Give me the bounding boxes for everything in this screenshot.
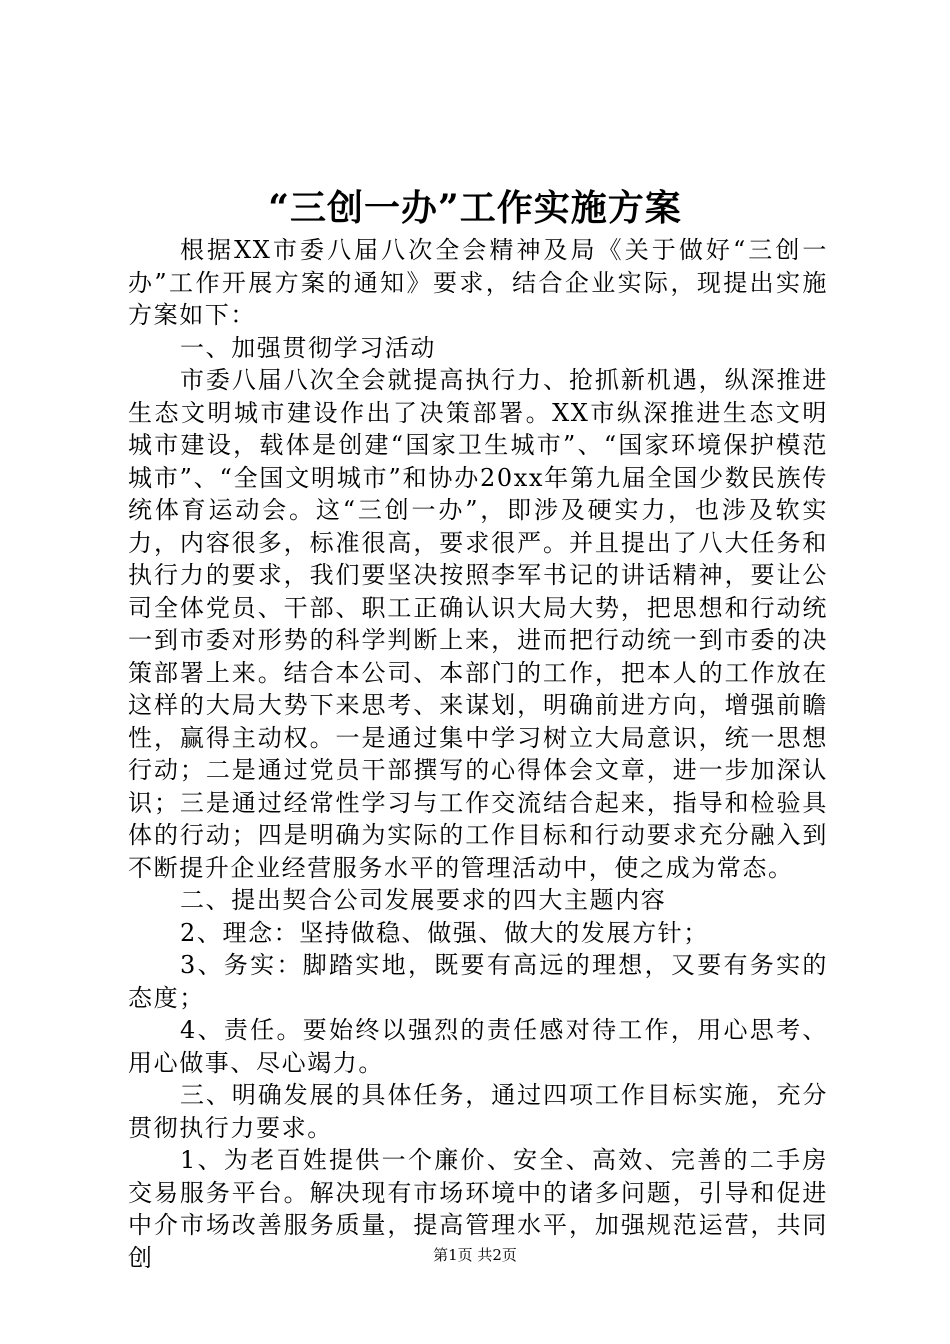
section-heading-1: 一、加强贯彻学习活动 [180,333,436,362]
section-heading-2: 二、提出契合公司发展要求的四大主题内容 [180,886,667,914]
document-body [128,234,828,1274]
document-title: “三创一办”工作实施方案 [268,187,682,229]
list-item-3: 3、务实：脚踏实地，既要有高远的理想，又要有务实的态度； [128,951,828,1012]
paragraph-section-1: 市委八届八次全会就提高执行力、抢抓新机遇，纵深推进生态文明城市建设作出了决策部署。XX市纵深推进生态文明城市建设，载体是创建“国家卫生城市”、“国家环境保护模范城市”、“全国文明城市”和协办20xx年第九届全国少数民族传统体育运动会。这“三创一办”，即涉及硬实力，也涉及软实力，内容很多，标准很高，要求很严。并且提出了八大任务和执行力的要求，我们要坚决按照李军书记的讲话精神，要让公司全体党员、干部、职工正确认识大局大势，把思想和行动统一到市委对形势的科学判断上来，进而把行动统一到市委的决策部署上来。结合本公司、本部门的工作，把本人的工作放在这样的大局大势下来思考、来谋划，明确前进方向，增强前瞻性，赢得主动权。一是通过集中学习树立大局意识，统一思想行动；二是通过党员干部撰写的心得体会文章，进一步加深认识；三是通过经常性学习与工作交流结合起来，指导和检验具体的行动；四是明确为实际的工作目标和行动要求充分融入到不断提升企业经营服务水平的管理活动中，使之成为常态。 [128,366,828,882]
list-item-4: 4、责任。要始终以强烈的责任感对待工作，用心思考、用心做事、尽心竭力。 [128,1016,828,1077]
paragraph-intro: 根据XX市委八届八次全会精神及局《关于做好“三创一办”工作开展方案的通知》要求，结合企业实际，现提出实施方案如下： [128,236,828,329]
list-item-1: 1、为老百姓提供一个廉价、安全、高效、完善的二手房交易服务平台。解决现有市场环境中的诸多问题，引导和促进中介市场改善服务质量，提高管理水平，加强规范运营，共同创 [128,1146,828,1272]
section-heading-3: 三、明确发展的具体任务，通过四项工作目标实施，充分贯彻执行力要求。 [128,1081,828,1142]
page-footer: 第1页 共2页 [433,1246,517,1264]
list-item-2: 2、理念：坚持做稳、做强、做大的发展方针； [180,918,709,947]
